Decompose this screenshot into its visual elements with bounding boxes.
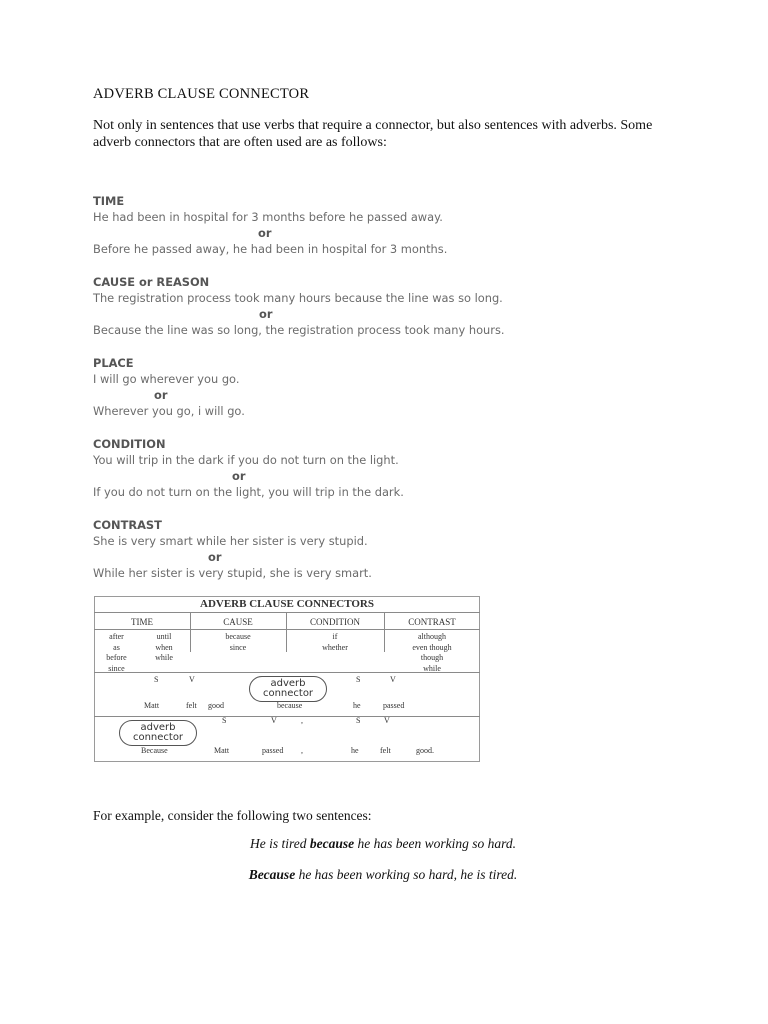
page-title: ADVERB CLAUSE CONNECTOR <box>93 86 310 102</box>
intro-paragraph: Not only in sentences that use verbs that require a connector, but also sentences with adverbs. Some adverb connectors that are often used are as follows: <box>93 118 653 150</box>
divider <box>94 612 480 613</box>
adverb-connector-pill: adverb connector <box>119 720 197 746</box>
section-cause <box>93 274 505 338</box>
diagram-word: Matt <box>144 701 160 710</box>
diagram-word: he <box>353 701 361 710</box>
subject-marker: S <box>356 716 361 725</box>
or-label: or <box>154 388 168 402</box>
connectors-table-figure <box>94 596 480 762</box>
section-contrast <box>93 517 372 581</box>
section-condition <box>93 436 404 500</box>
diagram-word: felt <box>380 746 391 755</box>
example-sentence: Wherever you go, i will go. <box>93 404 245 418</box>
section-heading: PLACE <box>93 356 134 370</box>
or-label: or <box>232 469 246 483</box>
divider <box>94 629 480 630</box>
time-words-a: after as before since <box>106 632 127 673</box>
figure-title: ADVERB CLAUSE CONNECTORS <box>200 598 374 610</box>
column-header-cause: CAUSE <box>223 617 253 627</box>
example-sentence-2: Because he has been working so hard, he is tired. <box>248 867 518 882</box>
example-sentence: You will trip in the dark if you do not turn on the light. <box>93 453 399 467</box>
diagram-word: Matt <box>214 746 230 755</box>
example-sentence: While her sister is very stupid, she is very smart. <box>93 566 372 580</box>
diagram-word: , <box>301 746 303 755</box>
or-label: or <box>258 226 272 240</box>
condition-words: if whether <box>322 632 348 652</box>
section-place <box>93 355 245 419</box>
or-label: or <box>259 307 273 321</box>
subject-marker: S <box>222 716 227 725</box>
time-words-b: until when while <box>155 632 173 662</box>
subject-marker: S <box>154 675 159 684</box>
diagram-word: Because <box>141 746 168 755</box>
verb-marker: V <box>189 675 195 684</box>
section-time <box>93 193 447 257</box>
column-header-condition: CONDITION <box>310 617 360 627</box>
verb-marker: V <box>271 716 277 725</box>
diagram-word: he <box>351 746 359 755</box>
section-heading: TIME <box>93 194 125 208</box>
example-sentence: Before he passed away, he had been in hospital for 3 months. <box>93 242 448 256</box>
diagram-word: good. <box>416 746 434 755</box>
verb-marker: V <box>390 675 396 684</box>
example-sentence: He had been in hospital for 3 months before he passed away. <box>93 210 443 224</box>
divider <box>94 716 480 717</box>
example-sentence: If you do not turn on the light, you will trip in the dark. <box>93 485 404 499</box>
diagram-word: good <box>208 701 224 710</box>
diagram-word: passed <box>383 701 405 710</box>
contrast-words: although even though though while <box>412 632 452 673</box>
example-sentence: I will go wherever you go. <box>93 372 240 386</box>
diagram-word: passed <box>262 746 284 755</box>
example-intro: For example, consider the following two sentences: <box>93 808 372 823</box>
column-header-time: TIME <box>131 617 153 627</box>
comma-marker: , <box>301 716 303 725</box>
or-label: or <box>208 550 222 564</box>
adverb-connector-pill: adverb connector <box>249 676 327 702</box>
example-sentence-1: He is tired because he has been working so hard. <box>250 836 516 851</box>
subject-marker: S <box>356 675 361 684</box>
column-header-contrast: CONTRAST <box>408 617 456 627</box>
diagram-word: because <box>277 701 303 710</box>
example-sentence: She is very smart while her sister is very stupid. <box>93 534 368 548</box>
cause-words: because since <box>225 632 251 652</box>
verb-marker: V <box>384 716 390 725</box>
example-sentence: Because the line was so long, the registration process took many hours. <box>93 323 505 337</box>
section-heading: CONDITION <box>93 437 166 451</box>
diagram-word: felt <box>186 701 197 710</box>
section-heading: CONTRAST <box>93 518 162 532</box>
example-sentence: The registration process took many hours because the line was so long. <box>93 291 503 305</box>
section-heading: CAUSE or REASON <box>93 275 210 289</box>
